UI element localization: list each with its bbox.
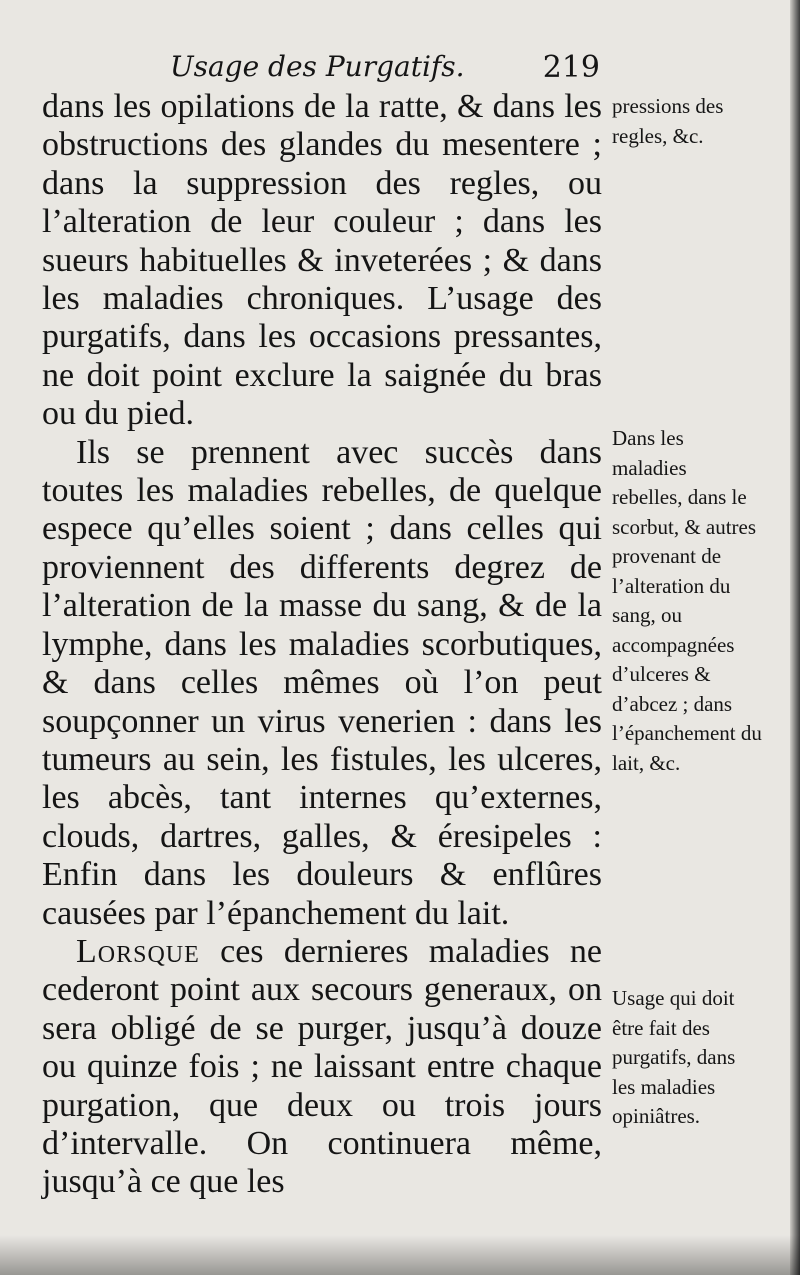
- paragraph-2: Ils se prennent avec succès dans toutes les maladies rebelles, de quelque espece qu’elles soient ; dans celles qui proviennent des differents degrez de l’alteration de la masse du sang, & de la lymphe, dans les maladies scorbutiques, & dans celles mêmes où l’on peut soupçonner un virus venerien : dans les tumeurs au sein, les fistules, les ulceres, les abcès, tant internes qu’externes, clouds, dartres, galles, & éresipeles : Enfin dans les douleurs & enflûres causées par l’épanchement du lait.: [42, 433, 602, 932]
- margin-note-2: Dans les maladies rebelles, dans le scorbut, & autres provenant de l’alteration du sang, ou accompagnées d’ulceres & d’abcez ; dans l’épanchement du lait, &c.: [612, 426, 762, 775]
- paragraph-3-lead-word: Lorsque: [76, 932, 200, 970]
- running-title: Usage des Purgatifs.: [170, 50, 465, 83]
- paragraph-3-text: ces dernieres maladies ne cederont point aux secours generaux, on sera obligé de se purger, jusqu’à douze ou quinze fois ; ne laissant entre chaque purgation, que deux ou trois jours d’intervalle. On continuera même, jusqu’à ce que les: [42, 932, 602, 1201]
- main-text: [42, 88, 602, 1202]
- paragraph-3: [42, 933, 602, 1202]
- margin-note-3: Usage qui doit être fait des purgatifs, dans les maladies opiniâtres.: [612, 986, 736, 1128]
- page-number: 219: [542, 50, 600, 85]
- page-edge-shadow: [790, 0, 800, 1275]
- page-bottom-shadow: [0, 1235, 800, 1275]
- margin-note-1: pressions des regles, &c.: [612, 94, 724, 148]
- paragraph-1: dans les opilations de la ratte, & dans les obstructions des glandes du mesentere ; dans la suppression des regles, ou l’alteration de leur couleur ; dans les sueurs habituelles & inveterées ; & dans les maladies chroniques. L’usage des purgatifs, dans les occasions pressantes, ne doit point exclure la saignée du bras ou du pied.: [42, 88, 602, 433]
